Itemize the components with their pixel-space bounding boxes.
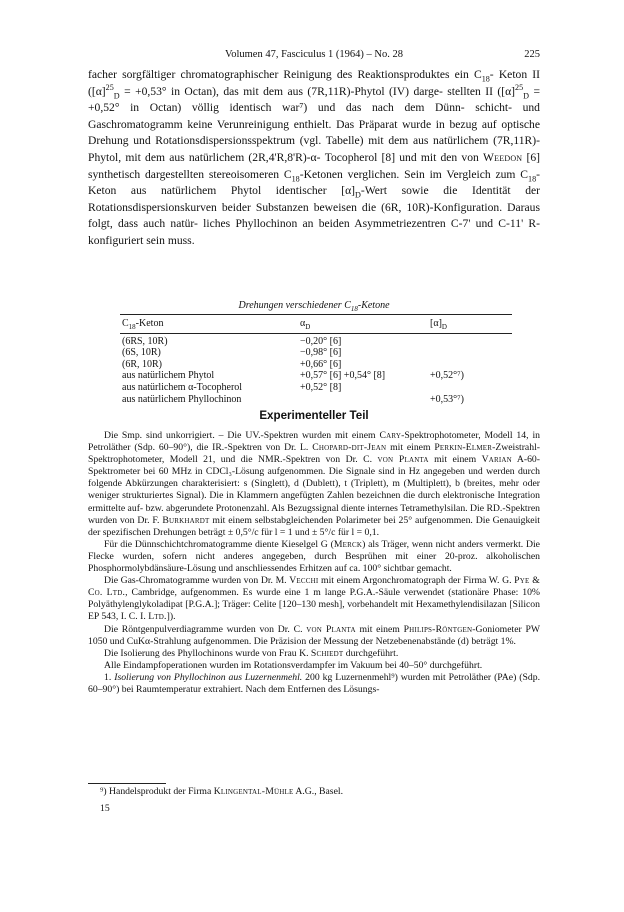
paragraph-isolation <box>88 648 540 660</box>
text-run: Keton II ([α] <box>88 68 540 98</box>
table-cell: +0,52° [8] <box>300 381 342 393</box>
author-name: Vecchi <box>289 575 319 587</box>
text-run: Die Gas-Chromatogramme wurden von Dr. M. <box>104 575 290 587</box>
subscript: 18 <box>128 323 136 331</box>
table-row <box>120 336 512 348</box>
table-cell: +0,57° [6] +0,54° [8] <box>300 370 386 382</box>
subscript: D <box>113 90 120 100</box>
header-ketone <box>122 318 163 330</box>
text-run: - <box>489 68 494 81</box>
table-cell: +0,66° [6] <box>300 358 342 370</box>
text-run: -Keton aus natürlichem Phytol <box>88 167 540 198</box>
text-run: facher sorgfältiger chromatographischer Reinigung des Reaktionsproduktes ein C <box>88 68 482 81</box>
text-run: Die Röntgenpulverdiagramme wurden von Dr. C. <box>104 623 307 635</box>
text-run: durchgeführt. <box>343 647 399 659</box>
author-name: von Planta <box>306 623 356 635</box>
company-name: Philips-Röntgen <box>403 623 473 635</box>
text-run: Die Smp. sind unkorrigiert. – Die UV.-Spektren wurden mit einem <box>104 430 380 441</box>
table-row <box>120 394 512 406</box>
procedure-title: Isolierung von Phyllochinon aus Luzernenmehl. <box>114 671 303 683</box>
superscript: 25 <box>515 82 524 92</box>
table-cell: (6RS, 10R) <box>122 335 168 347</box>
author-name: von Planta <box>377 454 429 466</box>
text-run: mit einem <box>428 454 482 466</box>
table-header-rule <box>120 333 512 334</box>
section-title: Experimenteller Teil <box>259 409 369 422</box>
text-run: schicht- und Gaschromatogramm keine Verunreinigung enthielt. Das Präparat wurde <box>88 101 540 131</box>
table-header-row <box>120 318 512 330</box>
table-cell: (6R, 10R) <box>122 358 162 370</box>
text-run: mit einem <box>355 623 404 635</box>
subscript: D <box>355 190 361 200</box>
subscript: 18 <box>291 173 300 183</box>
table-cell: +0,53°⁷) <box>430 393 464 405</box>
text-run: mit einem selbstabgleichenden Polarimeter bei 25° aufgenommen. Die Genauigkeit der spezifischen Drehungen beträgt ± 0,5°/c für l = 1 und ± 5°/c für l = 0,1. <box>88 514 540 538</box>
text-run: in bezug auf optische Drehung und Rotationsdispersionsspektrum (vgl. Tabelle) mit <box>88 117 540 148</box>
text-run: identischer [α] <box>275 184 356 198</box>
text-run: Die Isolierung des Phyllochinons wurde von Frau K. <box>104 647 311 659</box>
table-cell: aus natürlichem Phyllochinon <box>122 393 242 405</box>
header-specific-rotation <box>430 318 447 330</box>
paragraph-procedure-1 <box>88 672 540 696</box>
company-name: Cary <box>379 430 402 441</box>
text-run: -Keton <box>135 318 164 329</box>
page-number: 225 <box>524 49 540 60</box>
text-run: mit einem <box>386 442 435 454</box>
text-run: Substanzen beweisen die (6R, 10R)-Konfiguration. Daraus folgt, dass auch natür- <box>88 200 540 231</box>
company-name: Pye & Co. Ltd. <box>88 575 541 599</box>
text-run: [α] <box>430 318 442 329</box>
table-row <box>120 370 512 382</box>
text-run: , Cambridge, aufgenommen. Es wurde eine 1 m lange P.G.A.-Säule verwendet (stationäre Phase: 10% Polyäthylenglykoladipat [P.G.A.]; Träger: Celite [120–130 mesh], vorbehandelt mit Hexamethylendisilazan [Silicon EP 543, I. C. I. <box>88 587 540 623</box>
subscript: 18 <box>481 74 490 84</box>
footnote-rule <box>88 783 166 784</box>
text-run: α <box>300 318 306 329</box>
text-run: Tocopherol [8] und mit den von <box>324 150 484 164</box>
text-run: -Spektrophotometer, Modell 14, in Petroläther (Sdp. 60–90°), die IR.-Spektren von Dr. L. <box>88 430 540 454</box>
text-run: = +0,53° in Octan), das mit dem aus (7R,11R)-Phytol (IV) darge- <box>119 84 443 98</box>
table-caption <box>88 300 540 311</box>
text-run: ⁹) Handelsprodukt der Firma <box>100 786 214 797</box>
company-name: Klingental-Mühle <box>213 786 294 797</box>
text-run: mit einem Argonchromatograph der Firma W. G. <box>318 575 515 587</box>
text-run: ) als Träger, wenn nicht anders vermerkt. Die Flecke wurden, sofern nicht anderes angegeben, durch Besprühen mit einer 20-proz. alkoholischen Phosphormolybdänsäure-Lösung und anschliessendes Erhitzen auf ca. 100° sichtbar gemacht. <box>88 538 540 575</box>
text-run: muss. <box>167 233 195 247</box>
text-run: = +0,52° in Octan) völlig identisch war⁷) und das nach dem Dünn- <box>88 84 540 115</box>
paragraph-gc <box>88 575 540 623</box>
company-name: Merck <box>333 538 363 550</box>
text-run: A-60-Spektrometer bei 60 MHz in CDCl₃-Lösung aufgenommen. Die Signale sind in Hz angegeben und werden durch folgende Abkürzungen charakterisiert: s (Singlett), d (Dublett), t (Triplett), m (Multiplett), b (breites, mehr oder weniger strukturiertes Signal). Die in Klammern angefügten Zahlen bezeichnen die durch elektronische Integration ermittelte auf- bzw. abgerundete Protonenzahl. Als Bezugssignal diente internes Tetramethylsilan. Die RD.-Spektren wurden von Dr. F. <box>88 454 541 526</box>
company-name: Ltd. <box>148 611 167 623</box>
text-run: -Ketonen verglichen. Sein im Vergleich zum C <box>299 167 529 181</box>
text-run: dem aus natürlichem (7R,11R)-Phytol, mit dem aus natürlichem (2R,4'R,8'R)-α- <box>88 134 540 164</box>
running-head: Volumen 47, Fasciculus 1 (1964) – No. 28 <box>224 49 403 60</box>
text-run: -Ketone <box>357 300 390 311</box>
text-run: C <box>283 167 292 181</box>
subscript: D <box>305 323 311 331</box>
company-name: Varian <box>481 454 512 466</box>
text-run: Alle Eindampfoperationen wurden im Rotationsverdampfer im Vakuum bei 40–50° durchgeführt. <box>104 659 483 671</box>
subscript: 18 <box>528 173 537 183</box>
author-name: Chopard-dit-Jean <box>312 442 387 454</box>
author-name: Weedon <box>483 150 523 164</box>
table-cell: aus natürlichem α-Tocopherol <box>122 381 243 393</box>
text-run: 200 kg Luzernenmehl⁹) wurden mit Petroläther (PAe) (Sdp. 60–90°) bei Raumtemperatur extrahiert. Nach dem Entfernen des Lösungs- <box>88 671 540 695</box>
rotation-table <box>120 314 512 405</box>
text-run: -Zweistrahl-Spektrophotometer, Modell 21, und die NMR.-Spektren von Dr. C. <box>88 442 540 466</box>
paragraph-xray <box>88 624 540 648</box>
paragraph-evaporation <box>88 660 540 672</box>
author-name: Schiedt <box>310 647 344 659</box>
text-run: stellten II ([α] <box>447 84 516 98</box>
signature-number: 15 <box>100 803 110 814</box>
table-row <box>120 347 512 359</box>
subscript: 18 <box>350 305 358 313</box>
table-row <box>120 359 512 371</box>
text-run: -Wert sowie die Identität der Rotationsdispersionskurven beider <box>88 184 540 214</box>
text-run: C <box>122 318 129 329</box>
experimental-section <box>88 430 540 696</box>
text-run: [6] synthetisch dargestellten stereoisomeren <box>88 150 540 181</box>
paragraph-methods <box>88 430 540 539</box>
superscript: 25 <box>105 82 114 92</box>
table-cell: (6S, 10R) <box>122 347 161 359</box>
author-name: Burkhardt <box>162 514 210 526</box>
header-alpha <box>300 318 310 330</box>
text-run: ]). <box>166 611 176 623</box>
text-run: Drehungen verschiedener C <box>238 300 351 311</box>
subscript: D <box>441 323 447 331</box>
table-top-rule <box>120 314 512 315</box>
text-run: Für die Dünnschichtchromatogramme diente Kieselgel G ( <box>104 538 334 550</box>
paragraph-tlc <box>88 539 540 575</box>
text-run: 1. <box>104 671 115 683</box>
table-row <box>120 382 512 394</box>
text-run: liches Phyllochinon an beiden Asymmetriezentren C-7' und C-11' R-konfiguriert sein <box>88 217 541 247</box>
table-cell: +0,52°⁷) <box>430 370 464 382</box>
intro-paragraph <box>88 67 540 250</box>
company-name: Perkin-Elmer <box>434 442 493 454</box>
text-run: -Goniometer PW 1050 und CuKα-Strahlung aufgenommen. Die Präzision der Messung der Netzebenenabstände (d) beträgt 1%. <box>88 623 541 647</box>
subscript: D <box>523 90 530 100</box>
table-cell: −0,20° [6] <box>300 335 342 347</box>
text-run: A.G., Basel. <box>293 786 343 797</box>
table-cell: −0,98° [6] <box>300 347 342 359</box>
footnote <box>100 786 343 797</box>
table-cell: aus natürlichem Phytol <box>122 370 215 382</box>
